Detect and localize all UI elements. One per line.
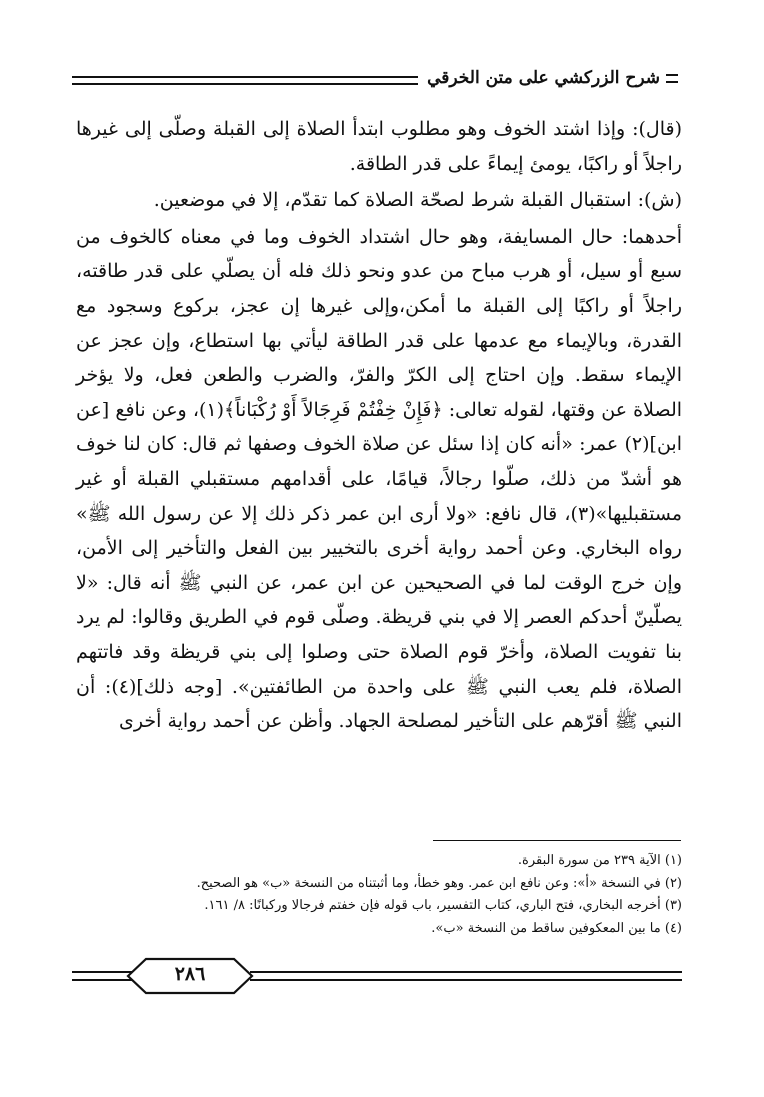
paragraph-sharh: (ش): استقبال القبلة شرط لصحّة الصلاة كما تقدّم، إلا في موضعين. [153,189,682,212]
header-rule-top [72,76,418,78]
paragraph-first-case: أحدهما: حال المسايفة، وهو حال اشتداد الخوف وما في معناه كالخوف من سبع أو سيل، أو هرب مباح من عدو ونحو ذلك فله أن يصلّي على قدر طاقته، راجلاً أو راكبًا إلى القبلة ما أمكن،وإلى غيرها إن عجز، بركوع وسجود مع القدرة، وبالإيماء مع عدمها على قدر الطاقة ليأتي بها استطاع، وإن عجز عن الإيماء سقط. وإن احتاج إلى الكرّ والفرّ، والضرب والطعن فعل، ولا يؤخر الصلاة عن وقتها، لقوله تعالى: ﴿فَإِنْ خِفْتُمْ فَرِجَالاً أَوْ رُكْبَاناً﴾(١)، وعن نافع [عن ابن](٢) عمر: «أنه كان إذا سئل عن صلاة الخوف وصفها ثم قال: كان لنا خوف هو أشدّ من ذلك، صلّوا رجالاً، قيامًا، على أقدامهم مستقبلي القبلة أو غير مستقبليها»(٣)، قال نافع: «ولا أرى ابن عمر ذكر ذلك إلا عن رسول الله ﷺ» رواه البخاري. وعن أحمد رواية أخرى بالتخيير بين الفعل والتأخير إلى الأمن، وإن خرج الوقت لما في الصحيحين عن ابن عمر، عن النبي ﷺ أنه قال: «لا يصلّينّ أحدكم العصر إلا في بني قريظة. وصلّى قوم في الطريق وقالوا: لم يرد بنا تفويت الصلاة، وأخرّ قوم الصلاة حتى وصلوا إلى بني قريظة وقد فاتتهم الصلاة، فلم يعب النبي ﷺ على واحدة من الطائفتين». [وجه ذلك](٤): أن النبي ﷺ أقرّهم على التأخير لمصلحة الجهاد. وأظن عن أحمد رواية أخرى [76,225,683,733]
footer-rule-left-bottom [72,979,132,981]
page-number: ٢٨٦ [174,963,206,985]
footnote-3: (٣) أخرجه البخاري، فتح الباري، كتاب التفسير، باب قوله فإن خفتم فرجالا وركبانًا: ٨/ ١٦١. [204,898,682,913]
footnote-separator [433,840,681,841]
page-footer [72,957,682,997]
header-title: شرح الزركشي على متن الخرقي [427,68,660,88]
header-rule-bottom [72,83,418,85]
footer-rule-right-top [250,971,682,973]
paragraph-qala: (قال): وإذا اشتد الخوف وهو مطلوب ابتدأ الصلاة إلى القبلة وصلّى إلى غيرها راجلاً أو راكبًا، يومئ إيماءً على قدر الطاقة. [76,118,682,175]
main-text [76,112,682,739]
footnote-4: (٤) ما بين المعكوفين ساقط من النسخة «ب». [431,920,682,936]
footnote-2: (٢) في النسخة «أ»: وعن نافع ابن عمر. وهو خطأ، وما أثبتناه من النسخة «ب» هو الصحيح. [196,875,682,891]
footnote-1: (١) الآية ٢٣٩ من سورة البقرة. [517,853,682,868]
footer-rule-left-top [72,971,132,973]
header-ornament-icon [666,74,678,83]
running-header [72,68,678,98]
footer-rule-right-bottom [250,979,682,981]
footnotes [76,850,682,940]
